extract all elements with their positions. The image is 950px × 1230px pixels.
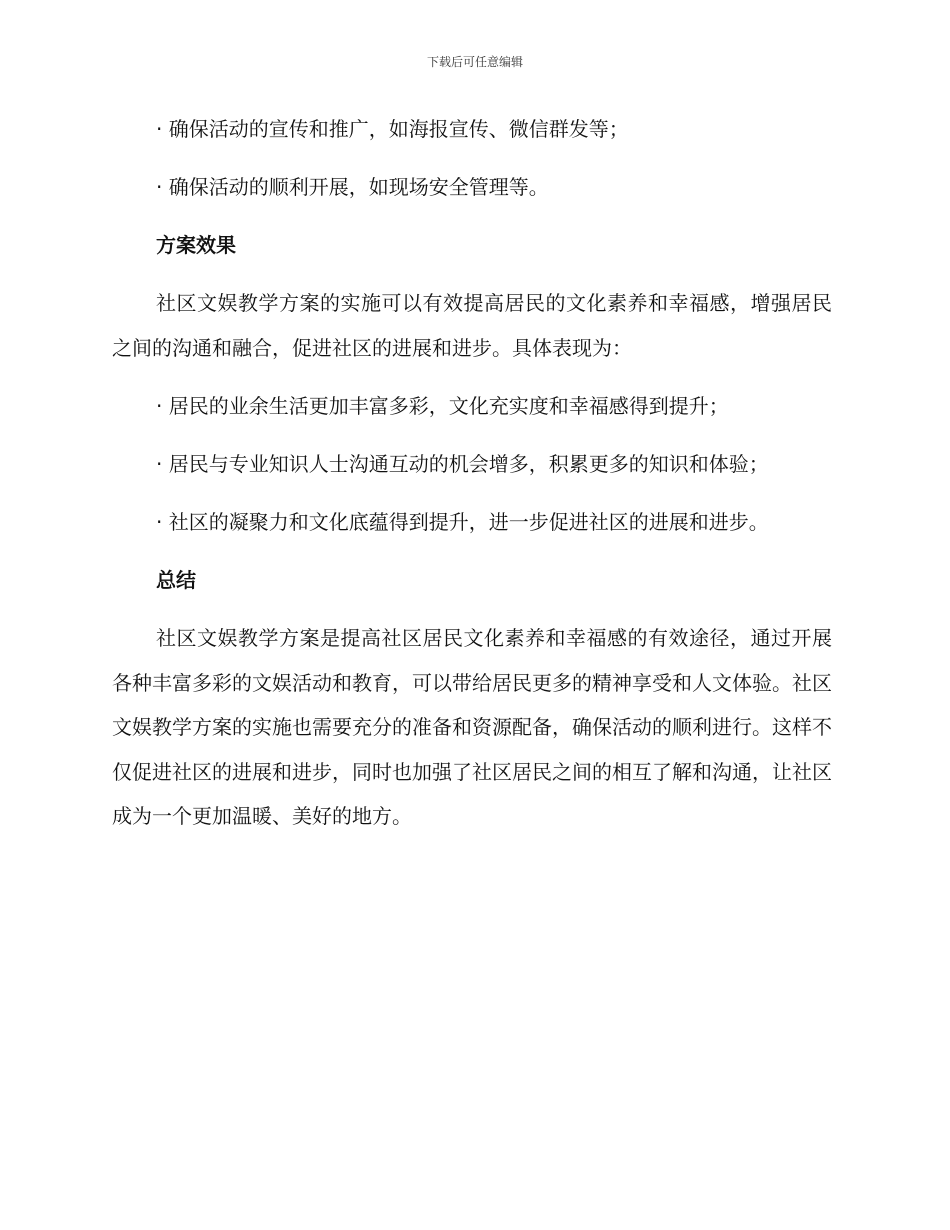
bullet-item-cohesion: · 社区的凝聚力和文化底蕴得到提升，进一步促进社区的进展和进步。 [156, 510, 769, 534]
bullet-item-safety: · 确保活动的顺利开展，如现场安全管理等。 [156, 175, 549, 199]
bullet-item-publicity: · 确保活动的宣传和推广，如海报宣传、微信群发等； [156, 117, 629, 141]
document-body [112, 113, 832, 859]
bullet-item-interaction: · 居民与专业知识人士沟通互动的机会增多，积累更多的知识和体验； [156, 452, 769, 476]
page-header: 下载后可任意编辑 [426, 55, 523, 69]
paragraph-effects: 社区文娱教学方案的实施可以有效提高居民的文化素养和幸福感，增强居民之间的沟通和融合，促进社区的进展和进步。具体表现为： [112, 291, 832, 360]
paragraph-summary: 社区文娱教学方案是提高社区居民文化素养和幸福感的有效途径，通过开展各种丰富多彩的文娱活动和教育，可以带给居民更多的精神享受和人文体验。社区文娱教学方案的实施也需要充分的准备和资源配备，确保活动的顺利进行。这样不仅促进社区的进展和进步，同时也加强了社区居民之间的相互了解和沟通，让社区成为一个更加温暖、美好的地方。 [112, 626, 832, 828]
section-heading-effects: 方案效果 [156, 233, 236, 257]
section-heading-summary: 总结 [156, 568, 196, 592]
bullet-item-leisure: · 居民的业余生活更加丰富多彩，文化充实度和幸福感得到提升； [156, 394, 729, 418]
